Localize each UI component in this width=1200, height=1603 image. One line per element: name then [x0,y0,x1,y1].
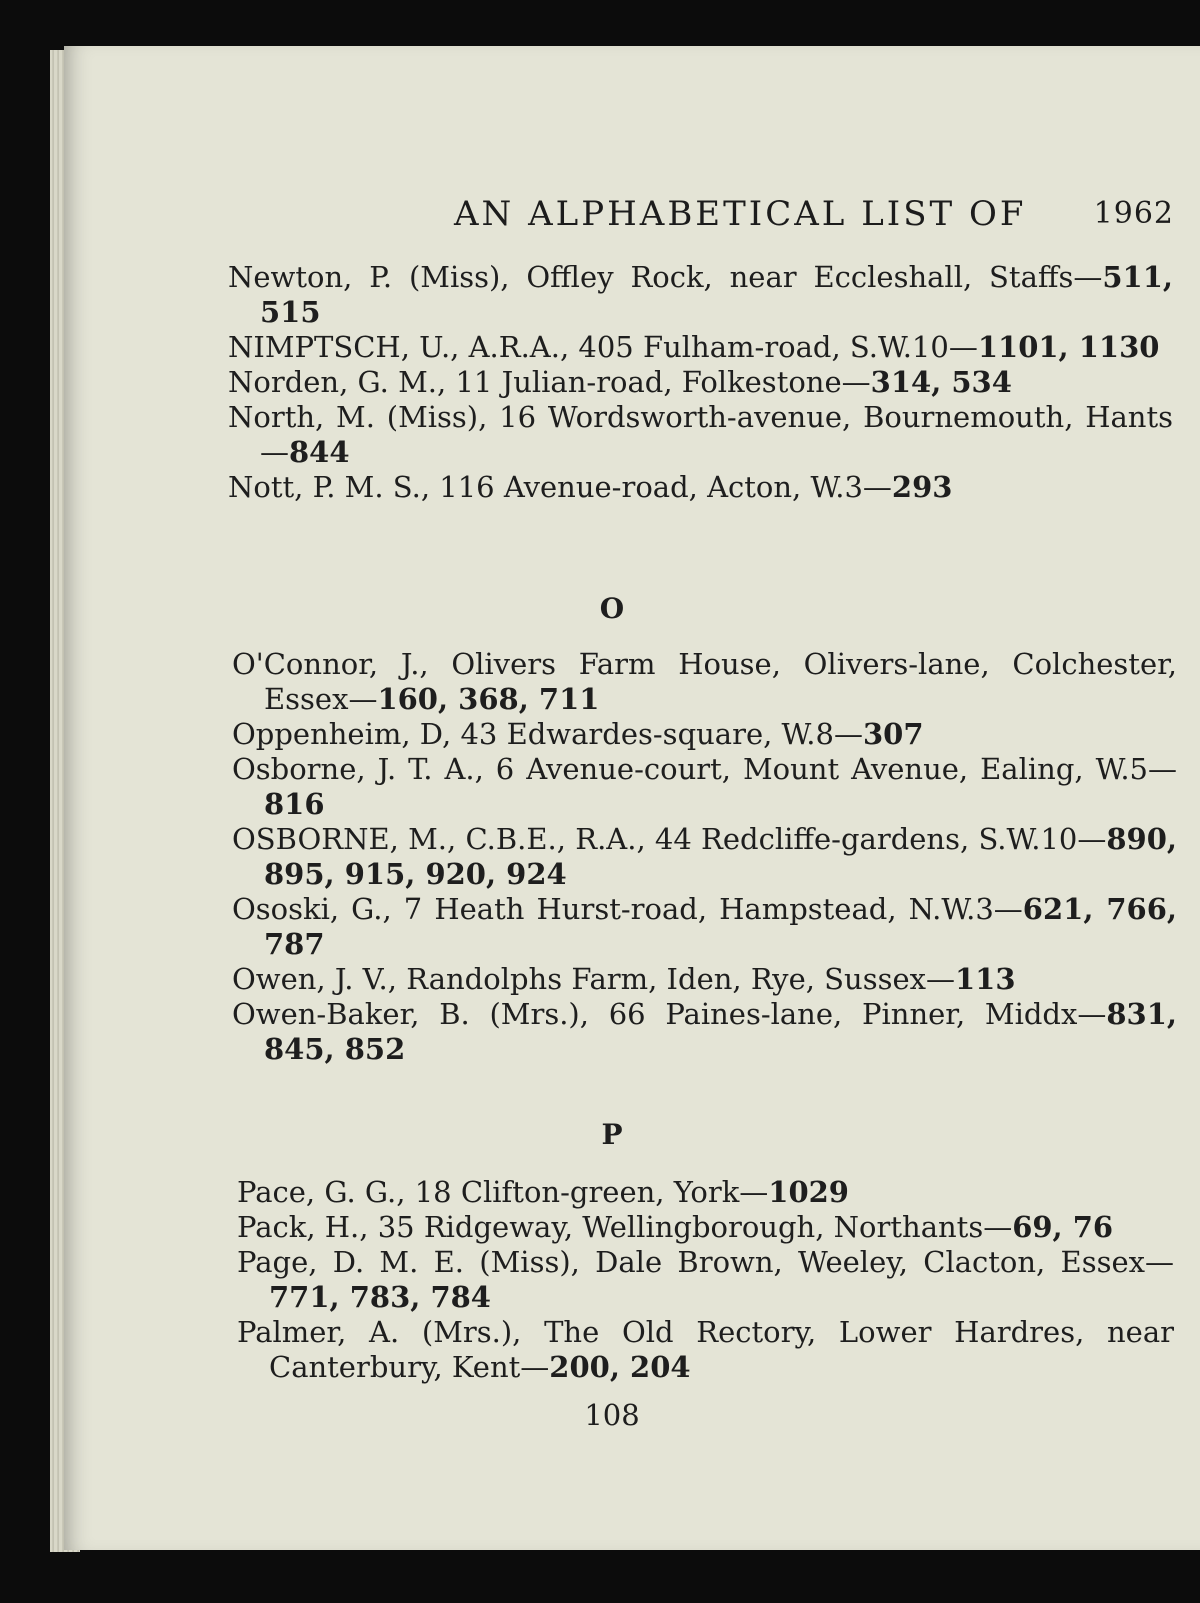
entry-text: O'Connor, J., Olivers Farm House, Olivers-lane, Colchester, Essex— [232,647,1177,716]
section-letter-p: P [601,1118,623,1151]
list-entry [237,1210,1174,1245]
list-entry [232,717,1177,752]
entry-text: Pace, G. G., 18 Clifton-green, York— [237,1175,769,1209]
entry-numbers: 293 [891,470,953,504]
entry-numbers: 307 [862,717,924,751]
entry-numbers: 511, 515 [260,260,1173,329]
entry-text: NIMPTSCH, U., A.R.A., 405 Fulham-road, S.W.10— [228,330,978,364]
section-p-list [237,1175,1174,1385]
header-year: 1962 [1093,196,1174,231]
entry-numbers: 1029 [768,1175,849,1209]
book-page [64,46,1200,1550]
entry-text: Owen, J. V., Randolphs Farm, Iden, Rye, Sussex— [232,962,955,996]
entry-numbers: 200, 204 [549,1350,691,1384]
entry-text: Oppenheim, D, 43 Edwardes-square, W.8— [232,717,863,751]
entry-numbers: 771, 783, 784 [269,1280,491,1314]
list-entry [232,647,1177,717]
entry-text: Newton, P. (Miss), Offley Rock, near Eccleshall, Staffs— [228,260,1103,294]
list-entry [237,1175,1174,1210]
section-letter-o: O [599,592,625,625]
entry-text: Nott, P. M. S., 116 Avenue-road, Acton, W.3— [228,470,892,504]
list-entry [232,962,1177,997]
entry-numbers: 831, 845, 852 [264,997,1177,1066]
list-entry [228,365,1173,400]
entry-numbers: 69, 76 [1012,1210,1114,1244]
list-entry [237,1315,1174,1385]
entry-numbers: 1101, 1130 [977,330,1160,364]
section-o-list [232,647,1177,1067]
running-header [64,194,1200,234]
entry-text: Owen-Baker, B. (Mrs.), 66 Paines-lane, Pinner, Middx— [232,997,1107,1031]
entry-numbers: 816 [264,787,325,821]
entry-numbers: 844 [289,435,350,469]
list-entry [232,752,1177,822]
entry-text: Palmer, A. (Mrs.), The Old Rectory, Lower Hardres, near Canterbury, Kent— [237,1315,1174,1384]
entry-text: Ososki, G., 7 Heath Hurst-road, Hampstead, N.W.3— [232,892,1023,926]
list-entry [228,400,1173,470]
entry-text: Osborne, J. T. A., 6 Avenue-court, Mount Avenue, Ealing, W.5— [232,752,1177,786]
header-title: AN ALPHABETICAL LIST OF [454,194,1027,234]
list-entry [232,997,1177,1067]
entry-text: North, M. (Miss), 16 Wordsworth-avenue, Bournemouth, Hants— [228,400,1173,469]
list-entry [228,470,1173,505]
list-entry [228,260,1173,330]
list-entry [232,822,1177,892]
entry-text: OSBORNE, M., C.B.E., R.A., 44 Redcliffe-gardens, S.W.10— [232,822,1107,856]
entry-numbers: 160, 368, 711 [377,682,600,716]
entry-text: Pack, H., 35 Ridgeway, Wellingborough, Northants— [237,1210,1013,1244]
page-number: 108 [584,1398,640,1432]
entry-numbers: 621, 766, 787 [264,892,1178,961]
entry-numbers: 113 [955,962,1016,996]
entry-text: Page, D. M. E. (Miss), Dale Brown, Weeley, Clacton, Essex— [237,1245,1174,1279]
list-entry [228,330,1173,365]
section-n-list [228,260,1173,505]
list-entry [237,1245,1174,1315]
entry-numbers: 314, 534 [870,365,1012,399]
list-entry [232,892,1177,962]
entry-text: Norden, G. M., 11 Julian-road, Folkestone— [228,365,871,399]
entry-numbers: 890, 895, 915, 920, 924 [264,822,1177,891]
